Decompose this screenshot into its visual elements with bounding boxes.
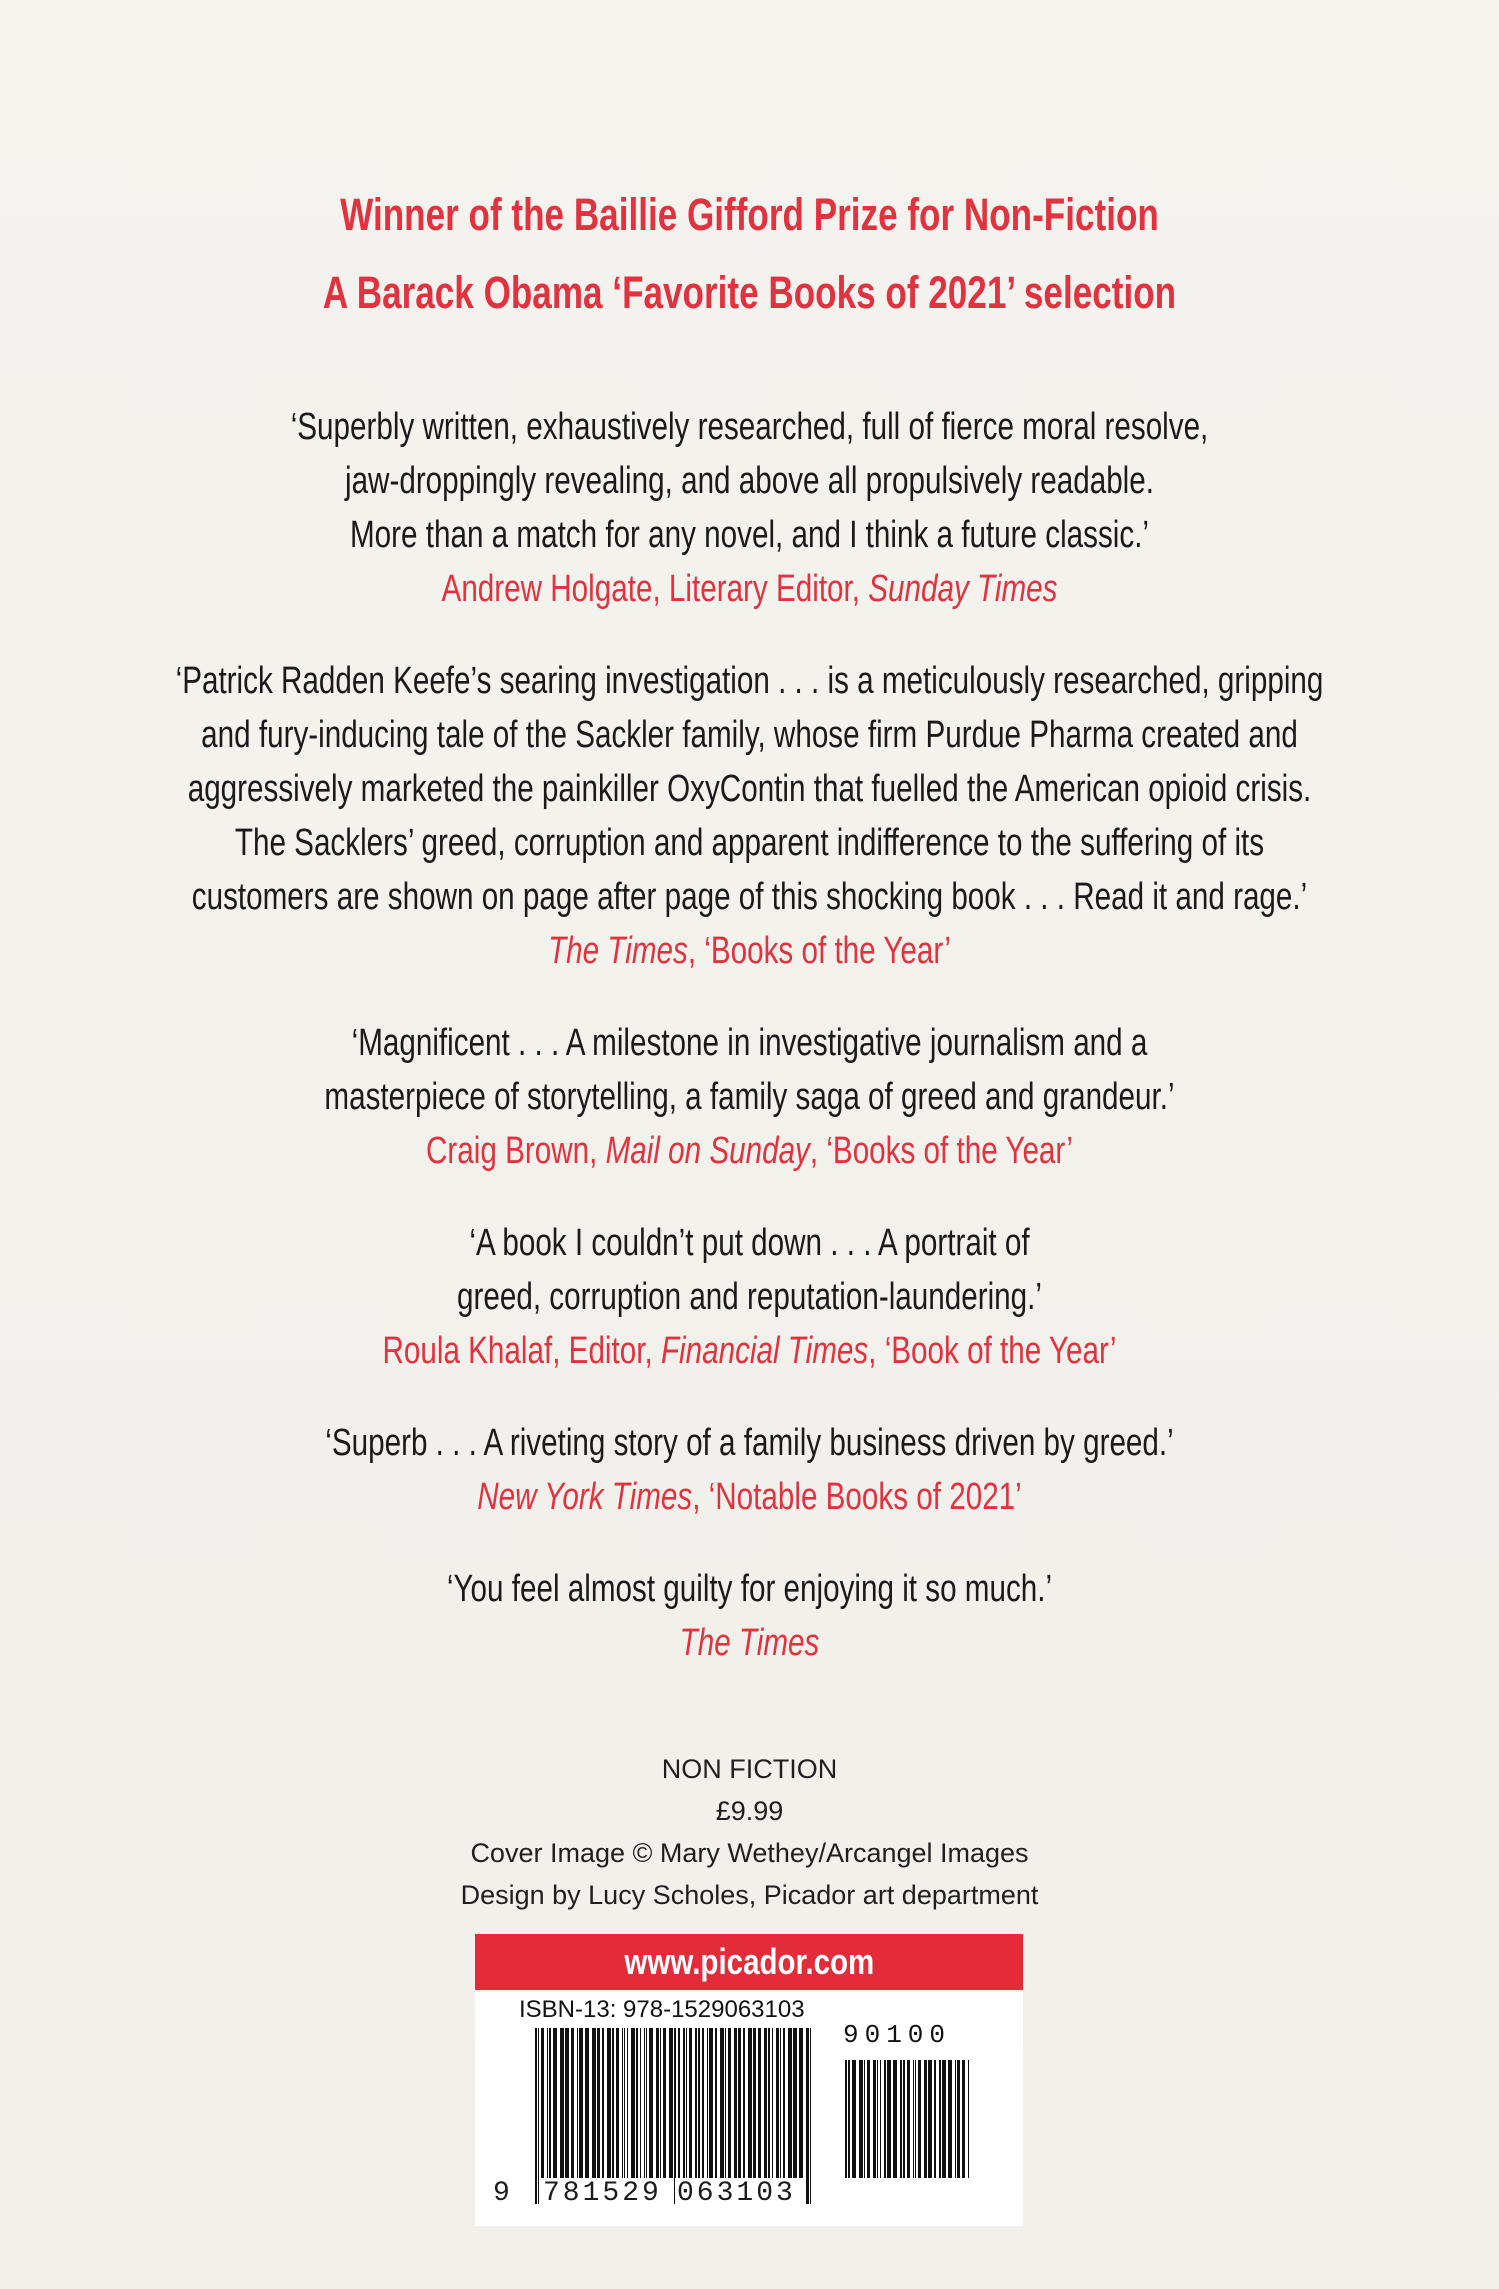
quote-line: ‘A book I couldn’t put down . . . A portrait of [469, 1222, 1030, 1264]
price-label: £9.99 [715, 1796, 784, 1826]
barcode-right-digits: 063103 [677, 2178, 796, 2209]
quote-line: More than a match for any novel, and I think a future classic.’ [349, 514, 1150, 556]
review-quotes [0, 400, 1499, 1708]
review-quote [0, 1562, 1499, 1670]
review-quote [0, 654, 1499, 978]
barcode-left-digits: 781529 [543, 2178, 662, 2209]
cover-credit: Cover Image © Mary Wethey/Arcangel Images [470, 1838, 1029, 1868]
quote-attribution [165, 1616, 1334, 1670]
awards-block [0, 176, 1499, 332]
publication-name: Mail on Sunday [605, 1130, 810, 1172]
design-credit: Design by Lucy Scholes, Picador art department [460, 1880, 1039, 1910]
quote-line: and fury-inducing tale of the Sackler family, whose firm Purdue Pharma created and [201, 714, 1298, 756]
publication-name: New York Times [477, 1476, 693, 1518]
quote-attribution: New York Times, ‘Notable Books of 2021’ [477, 1476, 1022, 1518]
addon-digits: 90100 [843, 2020, 952, 2050]
category-label: NON FICTION [661, 1754, 838, 1784]
quote-line: jaw-droppingly revealing, and above all propulsively readable. [344, 460, 1155, 502]
quote-attribution: Andrew Holgate, Literary Editor, Sunday Times [441, 568, 1058, 610]
quote-line: ‘Superbly written, exhaustively researched, full of fierce moral resolve, [290, 406, 1209, 448]
publication-name: The Times [548, 930, 688, 972]
isbn-label: ISBN-13: 978-1529063103 [519, 1996, 805, 2023]
award-obama-selection: A Barack Obama ‘Favorite Books of 2021’ selection [322, 267, 1177, 318]
review-quote [0, 1216, 1499, 1378]
quote-line: ‘Patrick Radden Keefe’s searing investigation . . . is a meticulously researched, gripping [175, 660, 1324, 702]
quote-line: ‘Magnificent . . . A milestone in investigative journalism and a [351, 1022, 1148, 1064]
quote-line: greed, corruption and reputation-laundering.’ [457, 1276, 1042, 1318]
quote-line: aggressively marketed the painkiller OxyContin that fuelled the American opioid crisis. [187, 768, 1312, 810]
award-baillie-gifford: Winner of the Baillie Gifford Prize for Non-Fiction [340, 189, 1159, 240]
quote-attribution: Roula Khalaf, Editor, Financial Times, ‘Book of the Year’ [382, 1330, 1117, 1372]
website-banner[interactable] [475, 1934, 1023, 1990]
quote-line: customers are shown on page after page of this shocking book . . . Read it and rage.’ [191, 876, 1308, 918]
review-quote [0, 1416, 1499, 1524]
publication-name: The Times [679, 1622, 820, 1664]
quote-attribution: The Times, ‘Books of the Year’ [548, 930, 951, 972]
quote-line: ‘Superb . . . A riveting story of a family business driven by greed.’ [325, 1422, 1174, 1464]
quote-attribution: Craig Brown, Mail on Sunday, ‘Books of the Year’ [426, 1130, 1073, 1172]
quote-line: The Sacklers’ greed, corruption and apparent indifference to the suffering of its [234, 822, 1265, 864]
quote-line: masterpiece of storytelling, a family saga of greed and grandeur.’ [324, 1076, 1175, 1118]
publication-name: Sunday Times [868, 568, 1058, 610]
publication-name: Financial Times [660, 1330, 869, 1372]
review-quote [0, 1016, 1499, 1178]
review-quote [0, 400, 1499, 616]
website-link[interactable]: www.picador.com [624, 1941, 874, 1982]
barcode [475, 1992, 1023, 2226]
book-info [0, 1748, 1499, 1916]
barcode-first-digit: 9 [493, 2178, 510, 2209]
quote-line: ‘You feel almost guilty for enjoying it so much.’ [446, 1568, 1053, 1610]
addon-bars-icon [843, 2060, 973, 2204]
